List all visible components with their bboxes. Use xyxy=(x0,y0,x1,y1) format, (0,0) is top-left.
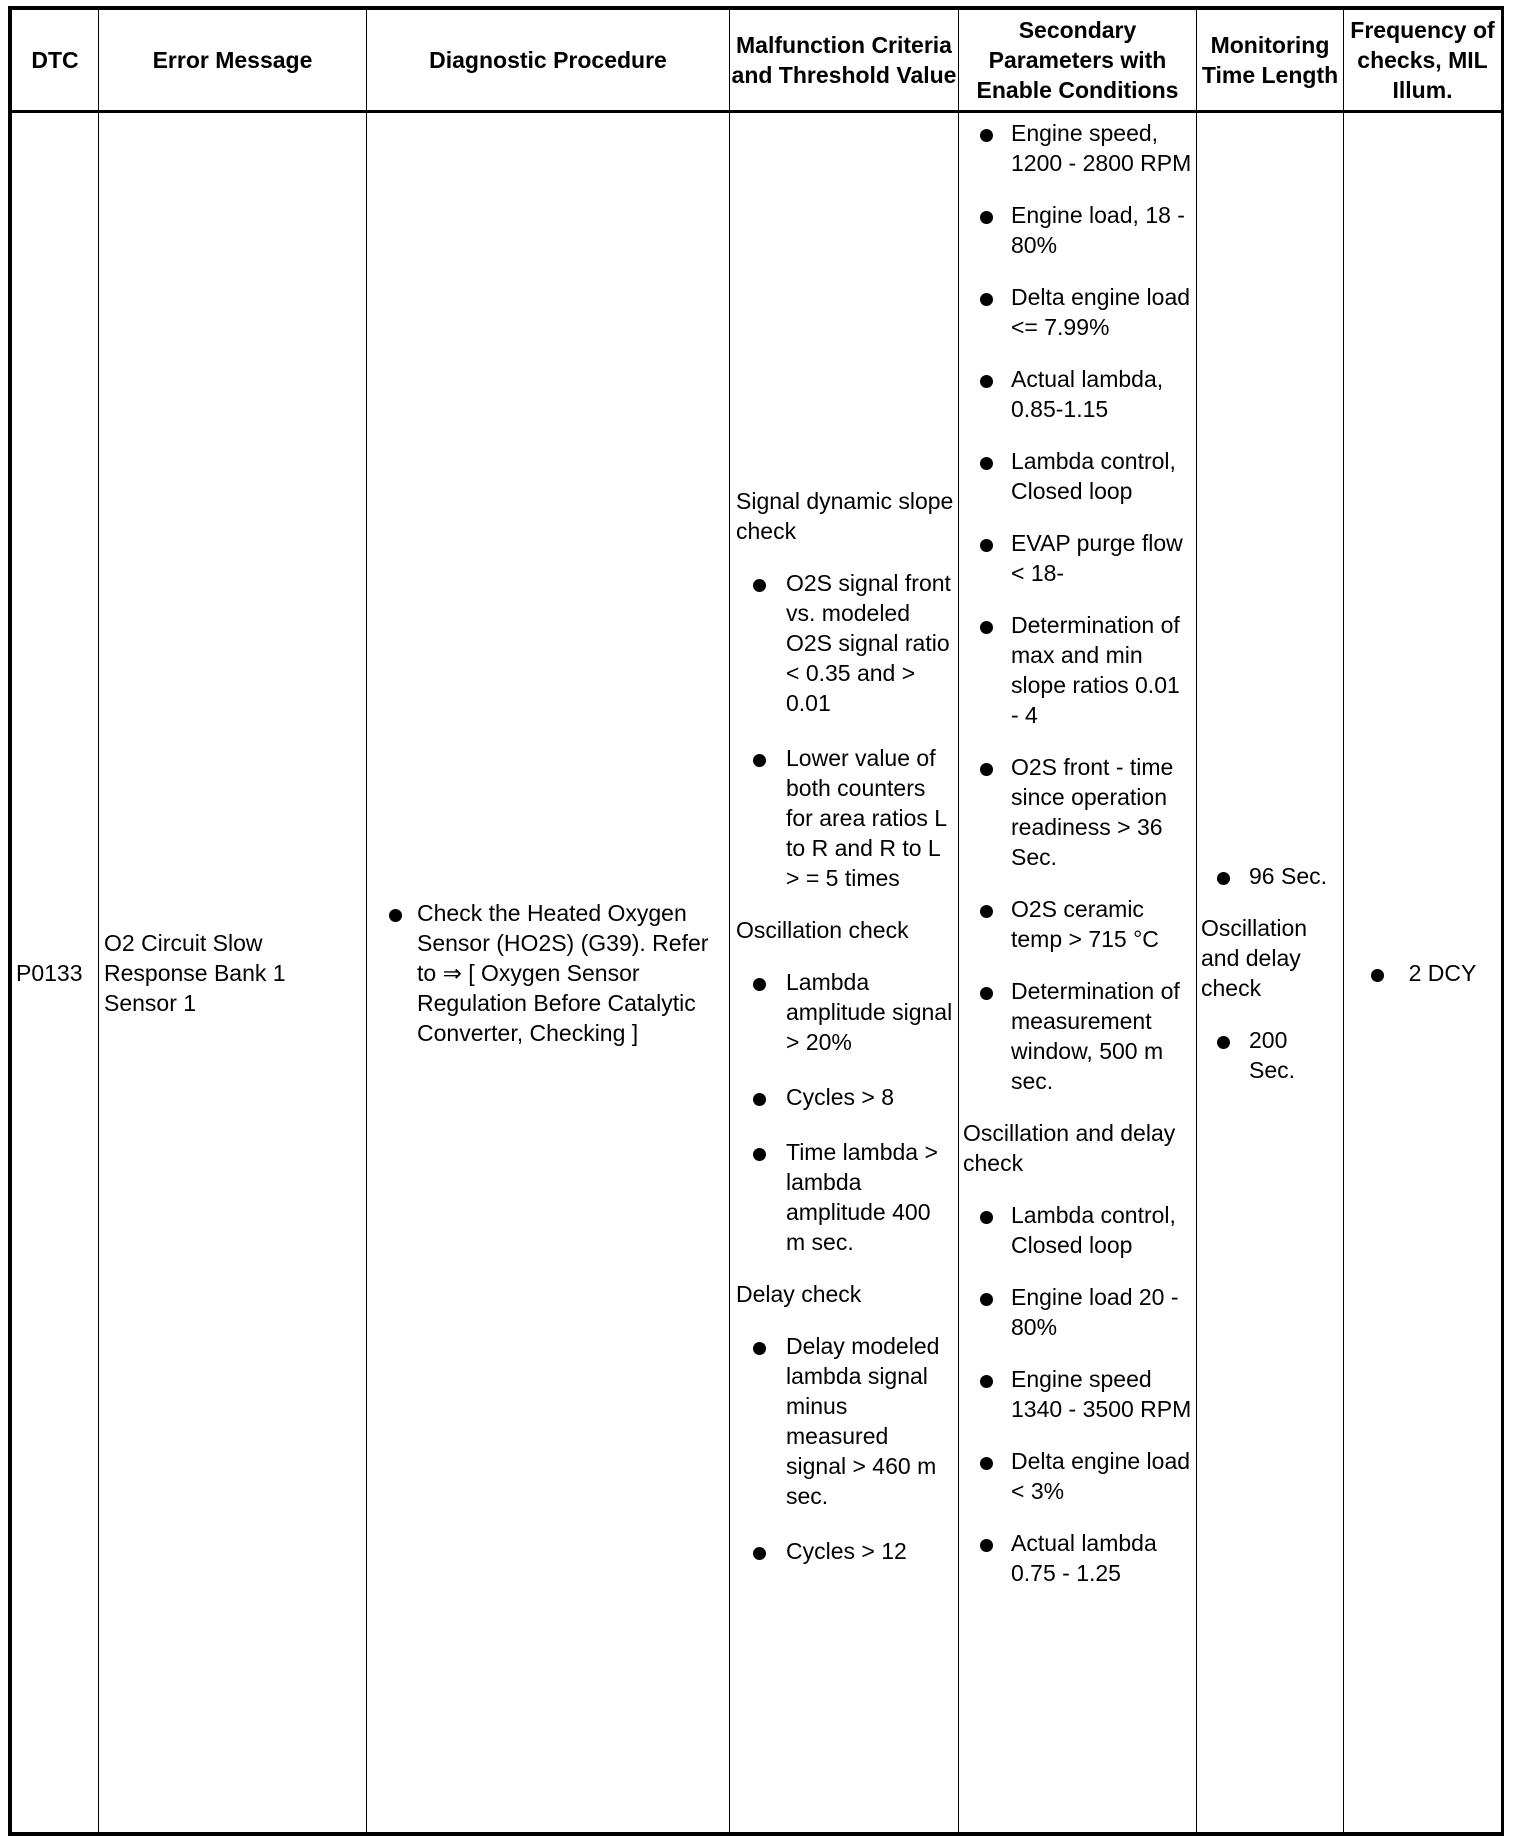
secondary-list xyxy=(963,118,1192,1096)
list-item: Actual lambda 0.75 - 1.25 xyxy=(963,1528,1192,1588)
header-malfunction-criteria: Malfunction Criteria and Threshold Value xyxy=(730,10,959,112)
list-item: Lambda amplitude signal > 20% xyxy=(736,967,954,1057)
list-item: Engine load, 18 - 80% xyxy=(963,200,1192,260)
oscillation-check-list xyxy=(736,967,954,1257)
delay-check-list xyxy=(736,1331,954,1566)
osc-delay-list xyxy=(963,1200,1192,1588)
dtc-code: P0133 xyxy=(16,959,83,986)
header-frequency: Frequency of checks, MIL Illum. xyxy=(1344,10,1502,112)
list-item: Cycles > 8 xyxy=(736,1082,954,1112)
monitoring-osc-title: Oscillation and delay check xyxy=(1201,914,1308,1001)
header-row xyxy=(12,10,1502,112)
list-item: Engine speed 1340 - 3500 RPM xyxy=(963,1364,1192,1424)
list-item: Determination of max and min slope ratios 0.01 - 4 xyxy=(963,610,1192,730)
monitoring-list-2 xyxy=(1201,1025,1339,1085)
oscillation-check-title: Oscillation check xyxy=(736,916,909,943)
header-error-message: Error Message xyxy=(99,10,367,112)
frequency-cell xyxy=(1344,112,1502,1833)
list-item: Engine load 20 - 80% xyxy=(963,1282,1192,1342)
list-item: Lambda control, Closed loop xyxy=(963,446,1192,506)
frequency-list xyxy=(1369,958,1477,988)
osc-delay-title: Oscillation and delay check xyxy=(963,1120,1176,1176)
list-item: Delta engine load <= 7.99% xyxy=(963,282,1192,342)
list-item: 200 Sec. xyxy=(1201,1025,1339,1085)
diagnostic-procedure-cell xyxy=(367,112,730,1833)
malfunction-criteria-cell xyxy=(730,112,959,1833)
list-item: Lambda control, Closed loop xyxy=(963,1200,1192,1260)
list-item: O2S signal front vs. modeled O2S signal ratio < 0.35 and > 0.01 xyxy=(736,568,954,718)
delay-check-title: Delay check xyxy=(736,1280,862,1307)
table-row xyxy=(12,112,1502,1833)
dtc-table-page xyxy=(8,6,1504,1836)
list-item: Delta engine load < 3% xyxy=(963,1446,1192,1506)
header-monitoring-time: Monitoring Time Length xyxy=(1197,10,1344,112)
monitoring-list-1 xyxy=(1201,861,1339,891)
list-item: Determination of measurement window, 500 m sec. xyxy=(963,976,1192,1096)
dtc-table xyxy=(11,9,1502,1833)
list-item: Engine speed, 1200 - 2800 RPM xyxy=(963,118,1192,178)
monitoring-time-cell xyxy=(1197,112,1344,1833)
procedure-list xyxy=(369,898,725,1048)
list-item: 96 Sec. xyxy=(1201,861,1339,891)
error-message-cell xyxy=(99,112,367,1833)
header-dtc: DTC xyxy=(12,10,99,112)
signal-check-title: Signal dynamic slope check xyxy=(736,487,954,544)
list-item: Delay modeled lambda signal minus measured signal > 460 m sec. xyxy=(736,1331,954,1511)
list-item: Lower value of both counters for area ratios L to R and R to L > = 5 times xyxy=(736,743,954,893)
error-message-text: O2 Circuit Slow Response Bank 1 Sensor 1 xyxy=(104,929,286,1016)
list-item: O2S ceramic temp > 715 °C xyxy=(963,894,1192,954)
list-item: O2S front - time since operation readiness > 36 Sec. xyxy=(963,752,1192,872)
list-item: Actual lambda, 0.85-1.15 xyxy=(963,364,1192,424)
header-diagnostic-procedure: Diagnostic Procedure xyxy=(367,10,730,112)
list-item: Time lambda > lambda amplitude 400 m sec. xyxy=(736,1137,954,1257)
procedure-item: Check the Heated Oxygen Sensor (HO2S) (G39). Refer to ⇒ [ Oxygen Sensor Regulation Before Catalytic Converter, Checking ] xyxy=(369,898,725,1048)
list-item: Cycles > 12 xyxy=(736,1536,954,1566)
list-item: EVAP purge flow < 18- xyxy=(963,528,1192,588)
list-item: 2 DCY xyxy=(1369,958,1477,988)
secondary-parameters-cell xyxy=(959,112,1197,1833)
signal-check-list xyxy=(736,568,954,893)
dtc-cell xyxy=(12,112,99,1833)
header-secondary-parameters: Secondary Parameters with Enable Conditions xyxy=(959,10,1197,112)
